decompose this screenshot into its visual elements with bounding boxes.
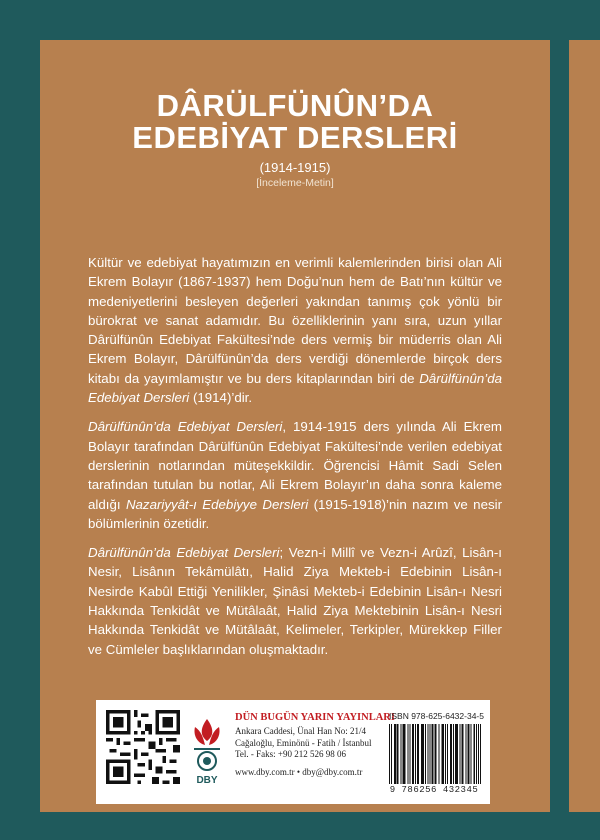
book-years: (1914-1915) [259,160,331,175]
blurb [88,253,502,669]
publisher-name: DÜN BUGÜN YARIN YAYINLARI [235,712,395,723]
publisher-phone: Tel. - Faks: +90 212 526 98 06 [235,749,346,759]
publisher-info [235,712,395,778]
barcode-icon [389,724,481,784]
adjacent-cover-edge [569,40,600,812]
book-title-line-2: EDEBİYAT DERSLERİ [132,120,458,155]
publisher-web: www.dby.com.tr • dby@dby.com.tr [235,766,363,777]
blurb-paragraph-2: Dârülfünûn’da Edebiyat Dersleri, 1914-1915 ders yılında Ali Ekrem Bolayır tarafından Dârülfünûn Edebiyat Fakültesi’nde verilen edebiyat derslerinin notlarından müteşekkildir. Öğrencisi Hâmit Sadi Selen tarafından tutulan bu notlar, Ali Ekrem Bolayır’ın daha sonra kaleme aldığı Nazariyyât-ı Edebiyye Dersleri (1915-1918)’nin nazım ve nesir bölümlerinin özetidir. [88,419,503,531]
book-title-line-1: DÂRÜLFÜNÛN’DA [156,88,434,123]
blurb-paragraph-1: Kültür ve edebiyat hayatımızın en verimli kalemlerinden birisi olan Ali Ekrem Bolayır (1867-1937) hem Doğu’nun hem de Batı’nın kültür ve medeniyetlerini besleyen değerleri yakından tanımış çok yönlü bir bürokrat ve sanat adamıdır. Bu özelliklerinin yanı sıra, uzun yıllar Dârülfünûn Edebiyat Fakültesi’nde ders vermiş bir müderris olan Ali Ekrem Bolayır, Dârülfünûn’da ders verdiği dönemlerde birçok ders kitabı da yayımlamıştır ve bu ders kitaplarından biri de Dârülfünûn’da Edebiyat Dersleri (1914)’dir. [88,255,502,406]
publisher-logo-icon [187,715,227,789]
barcode-number: 9 786256 432345 [389,785,479,795]
blurb-paragraph-3: Dârülfünûn’da Edebiyat Dersleri; Vezn-i Millî ve Vezn-i Arûzî, Lisân-ı Nesir, Lisânın Tekâmülâtı, Halid Ziya Mekteb-i Edebinin Lisân-ı Nesirde Kabûl Ettiği Yenilikler, Şinâsi Mekteb-i Edebinin Lisân-ı Nesri Hakkında Tenkidât ve Mütâlaât, Halid Ziya Mektebinin Lisân-ı Nesri Hakkında Tenkidât ve Mütâlaât, Kelimeler, Terkipler, Mürekkep Filler ve Cümleler başlıklarından oluşmaktadır. [88,545,503,657]
isbn-label: ISBN 978-625-6432-34-5 [389,711,484,721]
publisher-address-1: Ankara Caddesi, Ünal Han No: 21/4 [235,726,366,736]
publisher-logo-text: DBY [196,775,218,786]
back-cover [40,40,550,812]
qr-code-icon [106,710,180,784]
publisher-address-2: Cağaloğlu, Eminönü - Fatih / İstanbul [235,737,372,748]
title-block [40,90,550,189]
book-genre: [İnceleme-Metin] [256,177,334,189]
publisher-footer [96,700,490,804]
